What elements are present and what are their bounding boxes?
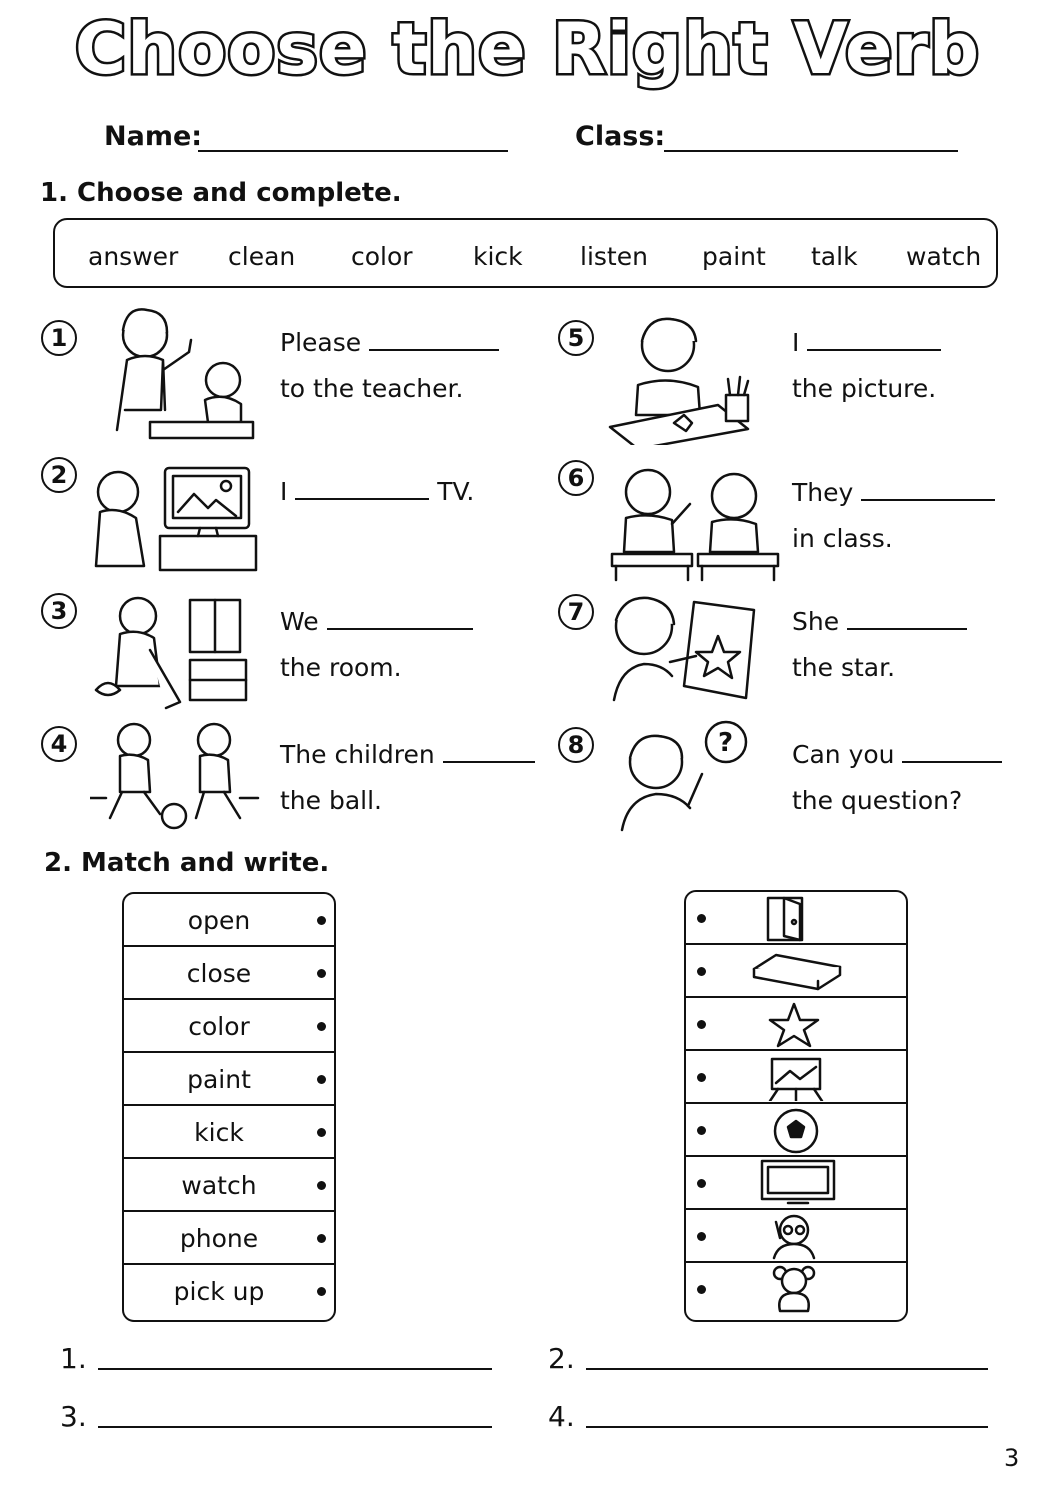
- section2-heading: 2. Match and write.: [44, 848, 330, 878]
- word-bank-item: listen: [580, 242, 648, 271]
- answer-line[interactable]: [586, 1368, 988, 1370]
- picture-row: [686, 892, 906, 945]
- verb-label: paint: [187, 1065, 251, 1094]
- svg-text:?: ?: [718, 728, 734, 758]
- teddy-bear-icon: [768, 1265, 820, 1313]
- answer-blank[interactable]: [902, 741, 1002, 763]
- picture-row: [686, 1263, 906, 1316]
- girl-coloring-star-icon: [600, 590, 760, 705]
- answer-blank[interactable]: [861, 479, 995, 501]
- sentence-text: Can you: [792, 740, 895, 769]
- item-number: 4: [41, 726, 77, 762]
- teacher-and-student-icon: [105, 300, 255, 440]
- star-icon: [766, 1000, 822, 1048]
- door-icon: [764, 896, 828, 942]
- sentence-6: [792, 470, 995, 562]
- picture-row: [686, 1210, 906, 1263]
- sentence-text: I: [792, 328, 800, 357]
- match-dot[interactable]: [317, 916, 326, 925]
- verb-label: open: [187, 906, 251, 935]
- boy-watching-tv-icon: [90, 462, 260, 577]
- match-dot[interactable]: [317, 969, 326, 978]
- sentence-text: She: [792, 607, 840, 636]
- sentence-text: The children: [280, 740, 435, 769]
- match-dot[interactable]: [697, 1020, 706, 1029]
- sentence-4: [280, 732, 535, 824]
- match-dot[interactable]: [697, 1285, 706, 1294]
- verb-row: [124, 1106, 334, 1159]
- word-bank-item: kick: [473, 242, 523, 271]
- answer-line[interactable]: [98, 1426, 492, 1428]
- boy-raising-hand-icon: [612, 718, 762, 833]
- match-dot[interactable]: [697, 967, 706, 976]
- verb-row: [124, 1159, 334, 1212]
- class-field[interactable]: [664, 150, 958, 152]
- verb-label: watch: [181, 1171, 257, 1200]
- sentence-text: TV.: [437, 477, 475, 506]
- match-dot[interactable]: [697, 1179, 706, 1188]
- answer-number: 3.: [60, 1400, 87, 1433]
- item-number: 2: [41, 457, 77, 493]
- verb-label: close: [186, 959, 252, 988]
- match-dot[interactable]: [697, 1126, 706, 1135]
- word-bank: [53, 218, 998, 288]
- item-number: 6: [558, 460, 594, 496]
- verb-label: phone: [179, 1224, 259, 1253]
- word-bank-item: watch: [906, 242, 982, 271]
- match-dot[interactable]: [317, 1181, 326, 1190]
- picture-row: [686, 945, 906, 998]
- answer-number: 1.: [60, 1342, 87, 1375]
- sentence-text: the ball.: [280, 786, 383, 815]
- answer-number: 2.: [548, 1342, 575, 1375]
- answer-blank[interactable]: [369, 329, 499, 351]
- match-dot[interactable]: [317, 1234, 326, 1243]
- match-dot[interactable]: [697, 914, 706, 923]
- sentence-1: [280, 320, 499, 412]
- item-number: 7: [558, 594, 594, 630]
- name-field[interactable]: [198, 150, 508, 152]
- verb-row: [124, 1000, 334, 1053]
- book-icon: [750, 949, 846, 995]
- word-bank-item: paint: [702, 242, 766, 271]
- verb-column: [122, 892, 336, 1322]
- verb-row: [124, 1265, 334, 1318]
- sentence-text: the star.: [792, 653, 896, 682]
- answer-blank[interactable]: [443, 741, 535, 763]
- sentence-text: Please: [280, 328, 362, 357]
- sentence-text: the room.: [280, 653, 402, 682]
- verb-label: kick: [194, 1118, 244, 1147]
- name-label: Name:: [104, 121, 203, 152]
- match-dot[interactable]: [317, 1128, 326, 1137]
- item-number: 3: [41, 593, 77, 629]
- easel-icon: [762, 1053, 832, 1101]
- grandma-phone-icon: [766, 1212, 822, 1260]
- word-bank-item: answer: [88, 242, 179, 271]
- kids-playing-football-icon: [90, 718, 260, 833]
- boy-painting-icon: [608, 305, 758, 445]
- item-number: 1: [41, 320, 77, 356]
- picture-row: [686, 998, 906, 1051]
- verb-row: [124, 947, 334, 1000]
- kids-talking-icon: [608, 462, 783, 582]
- verb-label: pick up: [173, 1277, 265, 1306]
- answer-line[interactable]: [586, 1426, 988, 1428]
- verb-row: [124, 1212, 334, 1265]
- verb-row: [124, 1053, 334, 1106]
- sentence-5: [792, 320, 941, 412]
- section1-heading: 1. Choose and complete.: [40, 178, 402, 208]
- girl-vacuuming-icon: [90, 590, 250, 710]
- page-number: 3: [1004, 1444, 1020, 1472]
- word-bank-item: clean: [228, 242, 296, 271]
- sentence-7: [792, 599, 967, 691]
- answer-blank[interactable]: [295, 478, 429, 500]
- item-number: 5: [558, 320, 594, 356]
- sentence-text: They: [792, 478, 854, 507]
- sentence-text: We: [280, 607, 319, 636]
- match-dot[interactable]: [317, 1075, 326, 1084]
- picture-column: [684, 890, 908, 1322]
- answer-blank[interactable]: [807, 329, 941, 351]
- verb-label: color: [188, 1012, 250, 1041]
- answer-line[interactable]: [98, 1368, 492, 1370]
- soccer-ball-icon: [772, 1107, 820, 1155]
- match-dot[interactable]: [697, 1073, 706, 1082]
- verb-row: [124, 894, 334, 947]
- answer-blank[interactable]: [327, 608, 473, 630]
- word-bank-item: color: [351, 242, 413, 271]
- sentence-2: [280, 469, 474, 515]
- sentence-text: to the teacher.: [280, 374, 464, 403]
- match-dot[interactable]: [317, 1022, 326, 1031]
- answer-number: 4.: [548, 1400, 575, 1433]
- sentence-text: the picture.: [792, 374, 937, 403]
- class-label: Class:: [575, 121, 666, 152]
- sentence-text: the question?: [792, 786, 963, 815]
- sentence-8: [792, 732, 1002, 824]
- answer-blank[interactable]: [847, 608, 967, 630]
- page-title: Choose the Right Verb: [74, 8, 981, 90]
- word-bank-item: talk: [811, 242, 858, 271]
- sentence-text: I: [280, 477, 288, 506]
- picture-row: [686, 1157, 906, 1210]
- item-number: 8: [558, 727, 594, 763]
- sentence-text: in class.: [792, 524, 893, 553]
- tv-icon: [758, 1159, 838, 1207]
- sentence-3: [280, 599, 473, 691]
- match-dot[interactable]: [697, 1232, 706, 1241]
- match-dot[interactable]: [317, 1287, 326, 1296]
- picture-row: [686, 1104, 906, 1157]
- picture-row: [686, 1051, 906, 1104]
